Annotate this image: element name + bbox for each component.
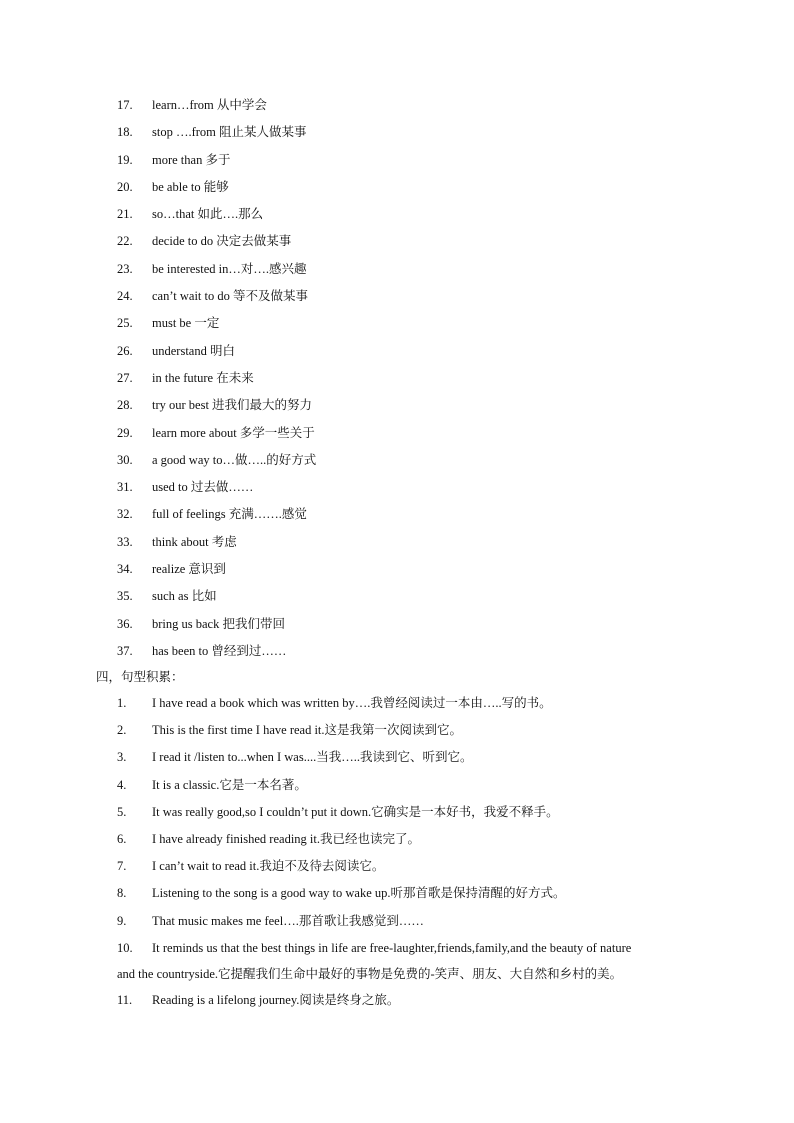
- list-item: [0, 611, 794, 638]
- list-item: [0, 92, 794, 119]
- item-number: 22.: [117, 234, 133, 249]
- item-text: I have read a book which was written by….我曾经阅读过一本由…..写的书。: [152, 696, 552, 710]
- item-number: 34.: [117, 562, 133, 577]
- item-number: 1.: [117, 696, 127, 710]
- item-number: 35.: [117, 589, 133, 604]
- list-item: [0, 908, 794, 935]
- item-text: such as 比如: [152, 589, 217, 604]
- list-item: [0, 474, 794, 501]
- item-number: 29.: [117, 425, 133, 440]
- list-item: [0, 119, 794, 146]
- list-item: [0, 583, 794, 610]
- item-text: This is the first time I have read it.这是我第一次阅读到它。: [152, 723, 463, 738]
- item-text: must be 一定: [152, 316, 220, 331]
- item-text: a good way to…做…..的好方式: [152, 452, 317, 467]
- list-item: [0, 283, 794, 310]
- item-text: more than 多于: [152, 152, 231, 167]
- item-number: 2.: [117, 723, 127, 738]
- item-number: 24.: [117, 289, 133, 304]
- item-number: 6.: [117, 831, 127, 846]
- item-number: 3.: [117, 750, 127, 765]
- item-number: 25.: [117, 316, 133, 331]
- list-item: [0, 826, 794, 853]
- item-number: 7.: [117, 859, 127, 874]
- item-number: 19.: [117, 152, 133, 167]
- item-number: 11.: [117, 992, 133, 1007]
- list-item: [0, 744, 794, 771]
- item-number: 30.: [117, 452, 133, 467]
- item-text: full of feelings 充满…….感觉: [152, 507, 307, 522]
- list-item: [0, 935, 794, 987]
- list-item: [0, 365, 794, 392]
- list-item: [0, 201, 794, 228]
- list-item: [0, 310, 794, 337]
- item-text: I can’t wait to read it.我迫不及待去阅读它。: [152, 859, 385, 874]
- list-item: [0, 420, 794, 447]
- item-number: 18.: [117, 125, 133, 140]
- item-text: It is a classic.它是一本名著。: [152, 777, 307, 792]
- item-text: Listening to the song is a good way to wake up.听那首歌是保持清醒的好方式。: [152, 886, 566, 901]
- list-item: [0, 853, 794, 880]
- item-number: 37.: [117, 643, 133, 658]
- item-number: 28.: [117, 398, 133, 413]
- list-item: [0, 174, 794, 201]
- item-text: be interested in…对….感兴趣: [152, 261, 307, 276]
- item-number: 5.: [117, 804, 127, 819]
- item-text-continued: and the countryside.它提醒我们生命中最好的事物是免费的-笑声、朋友、大自然和乡村的美。: [117, 966, 623, 981]
- item-number: 8.: [117, 886, 127, 901]
- item-text: learn…from 从中学会: [152, 98, 267, 112]
- item-number: 27.: [117, 370, 133, 385]
- list-item: [0, 529, 794, 556]
- list-item: [0, 799, 794, 826]
- sentence-list: [0, 690, 794, 1014]
- list-item: [0, 447, 794, 474]
- item-number: 36.: [117, 616, 133, 631]
- item-text: used to 过去做……: [152, 480, 254, 495]
- item-text: I have already finished reading it.我已经也读完了。: [152, 831, 420, 846]
- item-text: decide to do 决定去做某事: [152, 234, 292, 249]
- item-number: 20.: [117, 179, 133, 194]
- item-text: think about 考虑: [152, 534, 237, 549]
- item-number: 9.: [117, 913, 127, 928]
- list-item: [0, 392, 794, 419]
- item-number: 31.: [117, 480, 133, 495]
- list-item: [0, 772, 794, 799]
- item-text: Reading is a lifelong journey.阅读是终身之旅。: [152, 992, 400, 1007]
- item-number: 32.: [117, 507, 133, 522]
- item-text: be able to 能够: [152, 179, 229, 194]
- item-text: It was really good,so I couldn’t put it down.它确实是一本好书，我爱不释手。: [152, 804, 559, 819]
- list-item: [0, 880, 794, 907]
- item-text: I read it /listen to...when I was....当我…..我读到它、听到它。: [152, 750, 473, 765]
- item-text: has been to 曾经到过……: [152, 643, 287, 658]
- item-number: 17.: [117, 98, 133, 112]
- item-text: It reminds us that the best things in life are free-laughter,friends,family,and the beauty of nature: [152, 940, 632, 955]
- item-text: learn more about 多学一些关于: [152, 425, 315, 440]
- list-item: [0, 228, 794, 255]
- list-item: [0, 690, 794, 717]
- list-item: [0, 338, 794, 365]
- item-text: stop ….from 阻止某人做某事: [152, 125, 307, 140]
- item-number: 23.: [117, 261, 133, 276]
- item-text: in the future 在未来: [152, 370, 254, 385]
- item-text: bring us back 把我们带回: [152, 616, 285, 631]
- item-text: so…that 如此….那么: [152, 207, 264, 222]
- item-text: realize 意识到: [152, 562, 226, 577]
- item-text: can’t wait to do 等不及做某事: [152, 289, 309, 304]
- list-item: [0, 717, 794, 744]
- item-number: 10.: [117, 940, 133, 955]
- item-text: try our best 进我们最大的努力: [152, 398, 313, 413]
- list-item: [0, 987, 794, 1014]
- list-item: [0, 501, 794, 528]
- list-item: [0, 256, 794, 283]
- item-number: 21.: [117, 207, 133, 222]
- list-item: [0, 556, 794, 583]
- item-number: 26.: [117, 343, 133, 358]
- item-number: 4.: [117, 777, 127, 792]
- item-text: That music makes me feel….那首歌让我感觉到……: [152, 913, 424, 928]
- phrase-list: [0, 92, 794, 665]
- list-item: [0, 638, 794, 665]
- item-text: understand 明白: [152, 343, 235, 358]
- list-item: [0, 147, 794, 174]
- section-heading: 四，句型积累：: [96, 670, 184, 684]
- item-number: 33.: [117, 534, 133, 549]
